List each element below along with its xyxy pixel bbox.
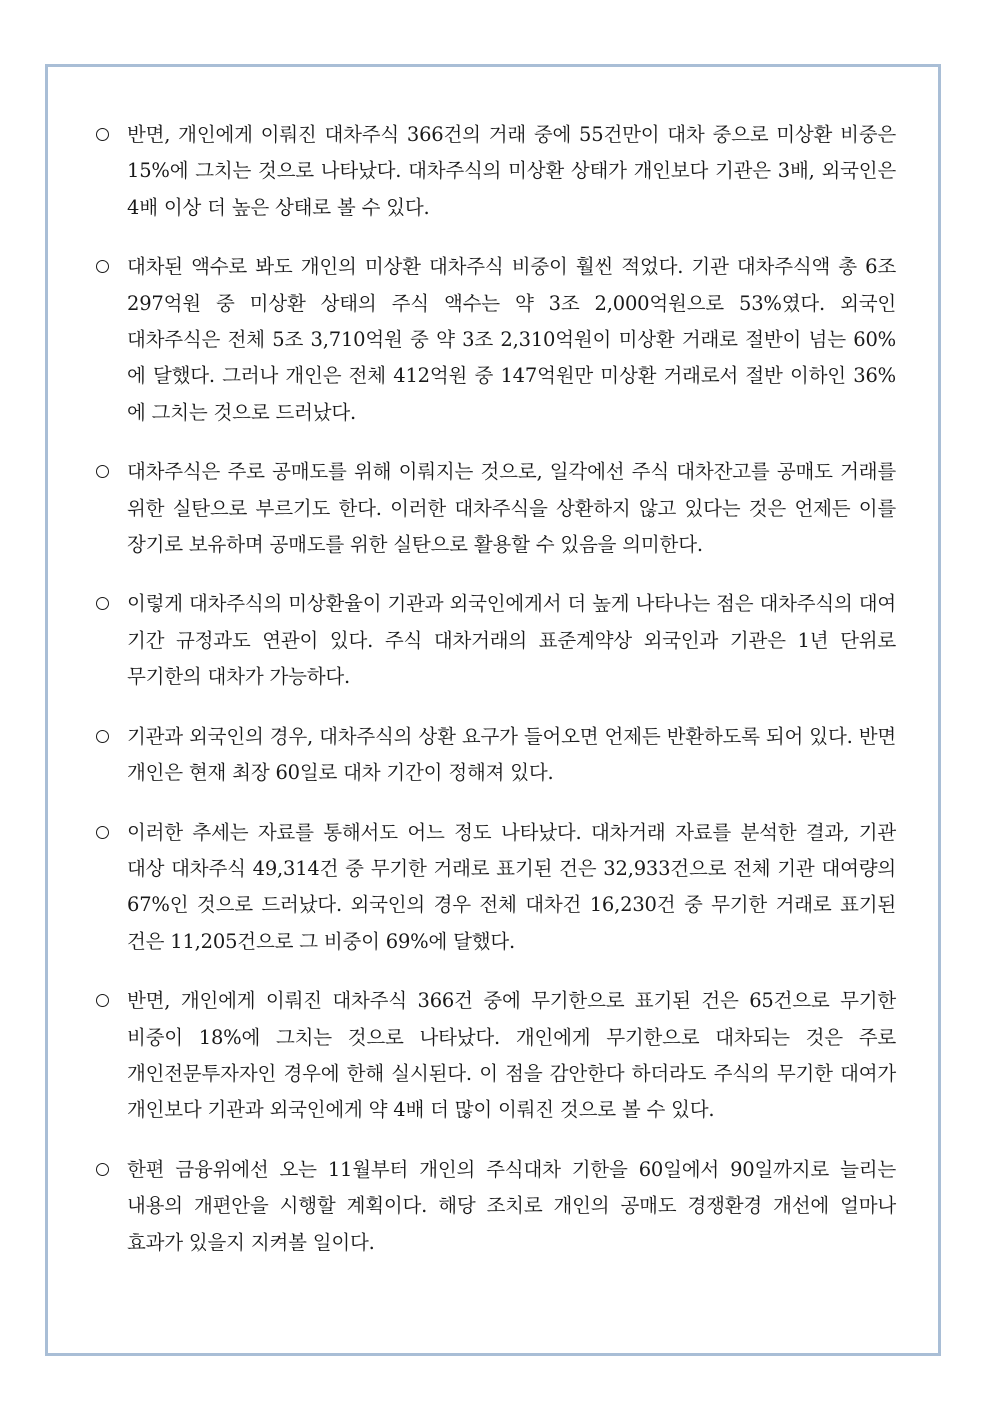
circle-bullet-icon	[96, 730, 109, 743]
paragraph-text: 한편 금융위에선 오는 11월부터 개인의 주식대차 기한을 60일에서 90일까지로 늘리는 내용의 개편안을 시행할 계획이다. 해당 조치로 개인의 공매도 경쟁환경 개선에 얼마나 효과가 있을지 지켜볼 일이다.	[127, 1157, 896, 1254]
circle-bullet-icon	[96, 128, 109, 141]
paragraph-8	[96, 1152, 896, 1261]
paragraph-5	[96, 719, 896, 792]
paragraph-text: 대차된 액수로 봐도 개인의 미상환 대차주식 비중이 훨씬 적었다. 기관 대차주식액 총 6조 297억원 중 미상환 상태의 주식 액수는 약 3조 2,000억원으로 53%였다. 외국인 대차주식은 전체 5조 3,710억원 중 약 3조 2,310억원이 미상환 거래로 절반이 넘는 60%에 달했다. 그러나 개인은 전체 412억원 중 147억원만 미상환 거래로서 절반 이하인 36%에 그치는 것으로 드러났다.	[127, 255, 896, 424]
circle-bullet-icon	[96, 994, 109, 1007]
paragraph-7	[96, 983, 896, 1129]
paragraph-6	[96, 815, 896, 961]
paragraph-text: 기관과 외국인의 경우, 대차주식의 상환 요구가 들어오면 언제든 반환하도록 되어 있다. 반면 개인은 현재 최장 60일로 대차 기간이 정해져 있다.	[127, 724, 896, 785]
paragraph-text: 반면, 개인에게 이뤄진 대차주식 366건 중에 무기한으로 표기된 건은 65건으로 무기한 비중이 18%에 그치는 것으로 나타났다. 개인에게 무기한으로 대차되는 것은 주로 개인전문투자자인 경우에 한해 실시된다. 이 점을 감안한다 하더라도 주식의 무기한 대여가 개인보다 기관과 외국인에게 약 4배 더 많이 이뤄진 것으로 볼 수 있다.	[127, 989, 896, 1122]
circle-bullet-icon	[96, 826, 109, 839]
document-body	[96, 117, 896, 1284]
paragraph-3	[96, 454, 896, 563]
circle-bullet-icon	[96, 465, 109, 478]
paragraph-text: 대차주식은 주로 공매도를 위해 이뤄지는 것으로, 일각에선 주식 대차잔고를 공매도 거래를 위한 실탄으로 부르기도 한다. 이러한 대차주식을 상환하지 않고 있다는 것은 언제든 이를 장기로 보유하며 공매도를 위한 실탄으로 활용할 수 있음을 의미한다.	[127, 460, 896, 557]
paragraph-4	[96, 586, 896, 695]
paragraph-text: 이러한 추세는 자료를 통해서도 어느 정도 나타났다. 대차거래 자료를 분석한 결과, 기관 대상 대차주식 49,314건 중 무기한 거래로 표기된 건은 32,933건으로 전체 기관 대여량의 67%인 것으로 드러났다. 외국인의 경우 전체 대차건 16,230건 중 무기한 거래로 표기된 건은 11,205건으로 그 비중이 69%에 달했다.	[127, 820, 896, 953]
circle-bullet-icon	[96, 260, 109, 273]
paragraph-1	[96, 117, 896, 226]
paragraph-text: 이렇게 대차주식의 미상환율이 기관과 외국인에게서 더 높게 나타나는 점은 대차주식의 대여 기간 규정과도 연관이 있다. 주식 대차거래의 표준계약상 외국인과 기관은 1년 단위로 무기한의 대차가 가능하다.	[127, 592, 896, 689]
circle-bullet-icon	[96, 1163, 109, 1176]
paragraph-2	[96, 249, 896, 431]
paragraph-text: 반면, 개인에게 이뤄진 대차주식 366건의 거래 중에 55건만이 대차 중으로 미상환 비중은 15%에 그치는 것으로 나타났다. 대차주식의 미상환 상태가 개인보다 기관은 3배, 외국인은 4배 이상 더 높은 상태로 볼 수 있다.	[127, 123, 896, 219]
circle-bullet-icon	[96, 597, 109, 610]
